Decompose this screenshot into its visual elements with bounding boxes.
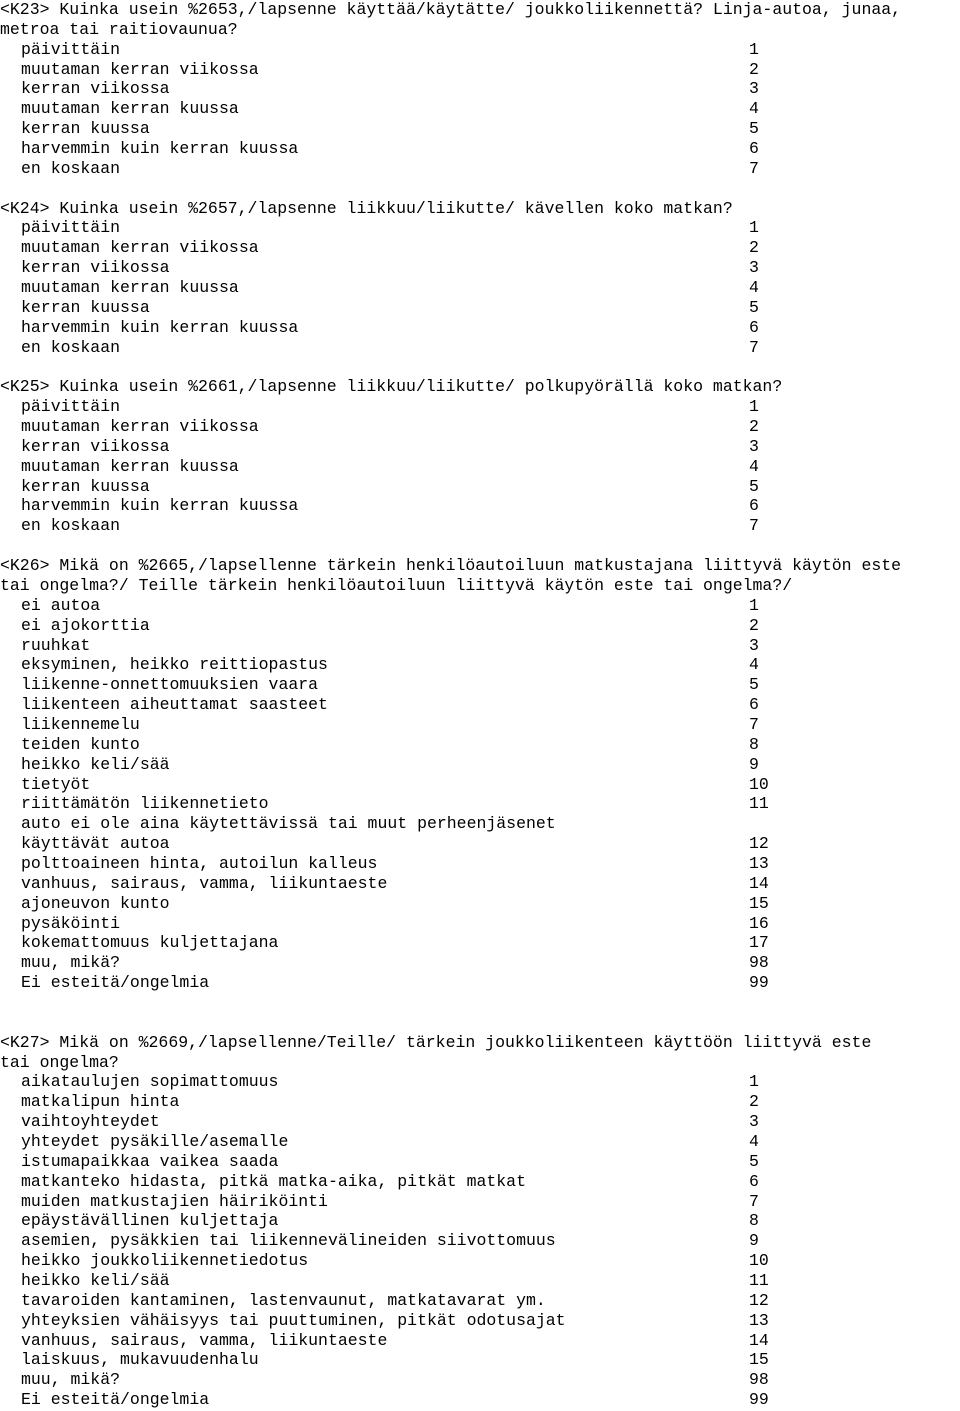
option-label: harvemmin kuin kerran kuussa xyxy=(21,139,299,159)
option-code: 4 xyxy=(749,456,759,476)
answer-option xyxy=(0,953,960,973)
blank-line xyxy=(0,993,960,1013)
answer-option xyxy=(0,397,960,417)
answer-option xyxy=(0,1291,960,1311)
option-label: ruuhkat xyxy=(21,635,91,655)
blank-line xyxy=(0,357,960,377)
option-label: vaihtoyhteydet xyxy=(21,1112,160,1132)
answer-option xyxy=(0,715,960,735)
answer-option xyxy=(0,655,960,675)
answer-option xyxy=(0,238,960,258)
option-label: yhteydet pysäkille/asemalle xyxy=(21,1131,289,1151)
answer-option xyxy=(0,516,960,536)
option-label: matkanteko hidasta, pitkä matka-aika, pitkät matkat xyxy=(21,1171,526,1191)
answer-option xyxy=(0,477,960,497)
option-label: yhteyksien vähäisyys tai puuttuminen, pitkät odotusajat xyxy=(21,1310,566,1330)
blank-line xyxy=(0,1013,960,1033)
answer-option xyxy=(0,1112,960,1132)
blank-line xyxy=(0,536,960,556)
answer-option xyxy=(0,1192,960,1212)
option-code: 1 xyxy=(749,39,759,59)
option-label: riittämätön liikennetieto xyxy=(21,794,269,814)
option-label: tavaroiden kantaminen, lastenvaunut, matkatavarat ym. xyxy=(21,1290,546,1310)
option-code: 15 xyxy=(749,1350,769,1370)
answer-option xyxy=(0,675,960,695)
answer-option xyxy=(0,278,960,298)
option-code: 15 xyxy=(749,893,769,913)
option-code: 2 xyxy=(749,417,759,437)
answer-option xyxy=(0,854,960,874)
option-label: Ei esteitä/ongelmia xyxy=(21,1390,210,1410)
answer-option xyxy=(0,60,960,80)
answer-option xyxy=(0,1231,960,1251)
answer-option xyxy=(0,1350,960,1370)
option-code: 3 xyxy=(749,635,759,655)
option-code: 16 xyxy=(749,913,769,933)
option-label: istumapaikkaa vaikea saada xyxy=(21,1151,279,1171)
option-code: 99 xyxy=(749,973,769,993)
answer-option xyxy=(0,258,960,278)
option-label: liikennemelu xyxy=(21,714,140,734)
option-label: en koskaan xyxy=(21,337,121,357)
option-label: muutaman kerran viikossa xyxy=(21,238,259,258)
option-code: 1 xyxy=(749,595,759,615)
answer-option xyxy=(0,695,960,715)
option-code: 1 xyxy=(749,1072,759,1092)
option-code: 17 xyxy=(749,933,769,953)
answer-option xyxy=(0,636,960,656)
option-code: 7 xyxy=(749,516,759,536)
option-label: kokemattomuus kuljettajana xyxy=(21,933,279,953)
answer-option xyxy=(0,1152,960,1172)
option-label: kerran kuussa xyxy=(21,476,150,496)
option-code: 7 xyxy=(749,714,759,734)
option-code: 3 xyxy=(749,79,759,99)
option-code: 13 xyxy=(749,853,769,873)
answer-option xyxy=(0,40,960,60)
option-label: kerran kuussa xyxy=(21,119,150,139)
option-label: auto ei ole aina käytettävissä tai muut perheenjäsenet xyxy=(21,814,556,834)
option-code: 4 xyxy=(749,99,759,119)
option-label: epäystävällinen kuljettaja xyxy=(21,1211,279,1231)
option-label: muu, mikä? xyxy=(21,1370,121,1390)
option-code: 6 xyxy=(749,496,759,516)
option-label: en koskaan xyxy=(21,516,121,536)
option-code: 10 xyxy=(749,774,769,794)
answer-option xyxy=(0,1072,960,1092)
answer-option xyxy=(0,1311,960,1331)
option-label: muutaman kerran kuussa xyxy=(21,278,239,298)
answer-option xyxy=(0,218,960,238)
blank-line xyxy=(0,179,960,199)
option-code: 12 xyxy=(749,1290,769,1310)
answer-option xyxy=(0,1172,960,1192)
answer-option xyxy=(0,159,960,179)
answer-option xyxy=(0,814,960,834)
option-code: 8 xyxy=(749,734,759,754)
option-code: 7 xyxy=(749,337,759,357)
option-label: muutaman kerran kuussa xyxy=(21,456,239,476)
option-code: 7 xyxy=(749,158,759,178)
option-code: 4 xyxy=(749,655,759,675)
option-label: muutaman kerran kuussa xyxy=(21,99,239,119)
answer-option xyxy=(0,298,960,318)
option-label: päivittäin xyxy=(21,397,121,417)
answer-option xyxy=(0,417,960,437)
answer-option xyxy=(0,1251,960,1271)
option-code: 98 xyxy=(749,953,769,973)
answer-option xyxy=(0,496,960,516)
option-code: 4 xyxy=(749,1131,759,1151)
option-code: 13 xyxy=(749,1310,769,1330)
answer-option xyxy=(0,1092,960,1112)
question-text: <K26> Mikä on %2665,/lapsellenne tärkein henkilöautoiluun matkustajana liittyvä käytön este xyxy=(0,556,902,576)
option-code: 3 xyxy=(749,258,759,278)
answer-option xyxy=(0,874,960,894)
answer-option xyxy=(0,755,960,775)
option-label: ei ajokorttia xyxy=(21,615,150,635)
answer-option xyxy=(0,834,960,854)
option-code: 98 xyxy=(749,1370,769,1390)
option-code: 12 xyxy=(749,834,769,854)
option-code: 2 xyxy=(749,59,759,79)
question-text: tai ongelma?/ Teille tärkein henkilöautoiluun liittyvä käytön este tai ongelma?/ xyxy=(0,575,793,595)
option-label: laiskuus, mukavuudenhalu xyxy=(21,1350,259,1370)
option-code: 9 xyxy=(749,754,759,774)
option-label: liikenne-onnettomuuksien vaara xyxy=(21,675,319,695)
option-label: kerran kuussa xyxy=(21,297,150,317)
option-code: 5 xyxy=(749,119,759,139)
answer-option xyxy=(0,99,960,119)
option-label: teiden kunto xyxy=(21,734,140,754)
option-label: heikko keli/sää xyxy=(21,1271,170,1290)
question-text: metroa tai raitiovaunua? xyxy=(0,19,238,39)
option-label: heikko keli/sää xyxy=(21,754,170,774)
option-label: muutaman kerran viikossa xyxy=(21,417,259,437)
answer-option xyxy=(0,914,960,934)
option-code: 3 xyxy=(749,436,759,456)
option-label: tietyöt xyxy=(21,774,91,794)
option-label: vanhuus, sairaus, vamma, liikuntaeste xyxy=(21,873,388,893)
answer-option xyxy=(0,616,960,636)
option-code: 2 xyxy=(749,1092,759,1112)
option-label: pysäköinti xyxy=(21,913,121,933)
option-label: heikko joukkoliikennetiedotus xyxy=(21,1251,309,1271)
option-code: 2 xyxy=(749,615,759,635)
option-label: Ei esteitä/ongelmia xyxy=(21,973,210,993)
option-code: 11 xyxy=(749,794,769,814)
option-code: 4 xyxy=(749,278,759,298)
option-code: 6 xyxy=(749,139,759,159)
question-text: <K23> Kuinka usein %2653,/lapsenne käyttää/käytätte/ joukkoliikennettä? Linja-autoa, junaa, xyxy=(0,0,902,19)
answer-option xyxy=(0,338,960,358)
option-label: päivittäin xyxy=(21,39,121,59)
option-code: 5 xyxy=(749,297,759,317)
option-code: 2 xyxy=(749,238,759,258)
option-code: 5 xyxy=(749,476,759,496)
option-code: 6 xyxy=(749,317,759,337)
option-code: 7 xyxy=(749,1191,759,1211)
option-label: kerran viikossa xyxy=(21,258,170,278)
answer-option xyxy=(0,79,960,99)
option-code: 14 xyxy=(749,1330,769,1350)
option-label: ajoneuvon kunto xyxy=(21,893,170,913)
answer-option xyxy=(0,894,960,914)
question-text: <K25> Kuinka usein %2661,/lapsenne liikkuu/liikutte/ polkupyörällä koko matkan? xyxy=(0,377,783,397)
option-code: 9 xyxy=(749,1231,759,1251)
option-label: aikataulujen sopimattomuus xyxy=(21,1072,279,1092)
answer-option xyxy=(0,318,960,338)
question-text: <K27> Mikä on %2669,/lapsellenne/Teille/ tärkein joukkoliikenteen käyttöön liittyvä este xyxy=(0,1032,872,1052)
option-code: 6 xyxy=(749,1171,759,1191)
option-code: 99 xyxy=(749,1390,769,1410)
option-label: päivittäin xyxy=(21,218,121,238)
option-label: kerran viikossa xyxy=(21,79,170,99)
option-label: muutaman kerran viikossa xyxy=(21,59,259,79)
option-code: 6 xyxy=(749,695,759,715)
option-code: 10 xyxy=(749,1251,769,1271)
option-label: kerran viikossa xyxy=(21,436,170,456)
answer-option xyxy=(0,933,960,953)
option-label: en koskaan xyxy=(21,158,121,178)
answer-option xyxy=(0,735,960,755)
answer-option xyxy=(0,1271,960,1291)
option-code: 8 xyxy=(749,1211,759,1231)
option-label: muiden matkustajien häiriköinti xyxy=(21,1191,328,1211)
answer-option xyxy=(0,139,960,159)
answer-option xyxy=(0,596,960,616)
answer-option xyxy=(0,1370,960,1390)
answer-option xyxy=(0,119,960,139)
option-code: 3 xyxy=(749,1112,759,1132)
question-text: tai ongelma? xyxy=(0,1052,119,1072)
option-label: liikenteen aiheuttamat saasteet xyxy=(21,695,328,715)
answer-option xyxy=(0,775,960,795)
option-label: polttoaineen hinta, autoilun kalleus xyxy=(21,853,378,873)
option-code: 5 xyxy=(749,675,759,695)
option-label: muu, mikä? xyxy=(21,953,121,973)
answer-option xyxy=(0,794,960,814)
answer-option xyxy=(0,437,960,457)
answer-option xyxy=(0,1211,960,1231)
question-text: <K24> Kuinka usein %2657,/lapsenne liikkuu/liikutte/ kävellen koko matkan? xyxy=(0,198,733,218)
option-label: harvemmin kuin kerran kuussa xyxy=(21,317,299,337)
option-label: vanhuus, sairaus, vamma, liikuntaeste xyxy=(21,1330,388,1350)
option-label: käyttävät autoa xyxy=(21,834,170,854)
answer-option xyxy=(0,973,960,993)
answer-option xyxy=(0,1390,960,1410)
option-label: harvemmin kuin kerran kuussa xyxy=(21,496,299,516)
option-code: 11 xyxy=(749,1271,769,1290)
option-label: matkalipun hinta xyxy=(21,1092,180,1112)
option-code: 1 xyxy=(749,218,759,238)
answer-option xyxy=(0,1331,960,1351)
option-label: asemien, pysäkkien tai liikennevälineiden siivottomuus xyxy=(21,1231,556,1251)
option-code: 5 xyxy=(749,1151,759,1171)
answer-option xyxy=(0,457,960,477)
option-code: 14 xyxy=(749,873,769,893)
option-label: eksyminen, heikko reittiopastus xyxy=(21,655,328,675)
option-label: ei autoa xyxy=(21,595,101,615)
option-code: 1 xyxy=(749,397,759,417)
answer-option xyxy=(0,1132,960,1152)
